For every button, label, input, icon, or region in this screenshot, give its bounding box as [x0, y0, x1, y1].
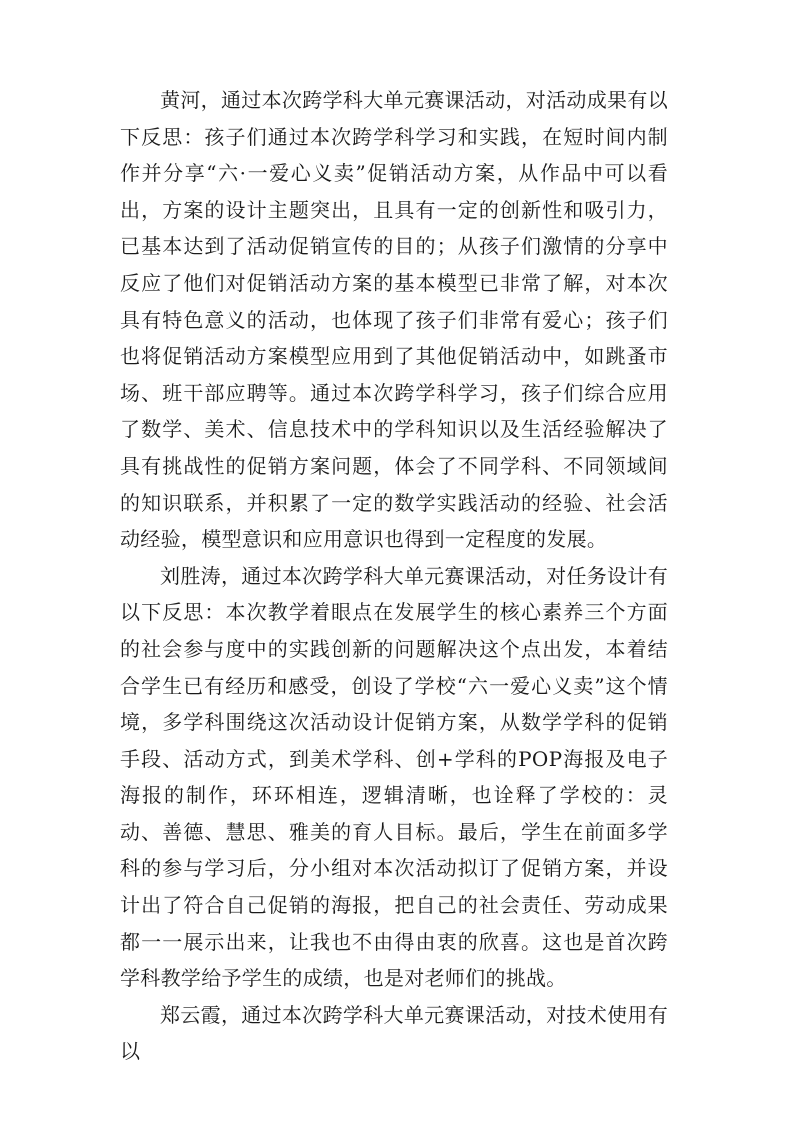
document-page	[120, 82, 668, 1070]
paragraph-liushengtao-reflection: 刘胜涛，通过本次跨学科大单元赛课活动，对任务设计有以下反思：本次教学着眼点在发展学生的核心素养三个方面的社会参与度中的实践创新的问题解决这个点出发，本着结合学生已有经历和感受，创设了学校“六一爱心义卖”这个情境，多学科围绕这次活动设计促销方案，从数学学科的促销手段、活动方式，到美术学科、创+学科的POP海报及电子海报的制作，环环相连，逻辑清晰，也诠释了学校的：灵动、善德、慧思、雅美的育人目标。最后，学生在前面多学科的参与学习后，分小组对本次活动拟订了促销方案，并设计出了符合自己促销的海报，把自己的社会责任、劳动成果都一一展示出来，让我也不由得由衷的欣喜。这也是首次跨学科教学给予学生的成绩，也是对老师们的挑战。	[120, 563, 668, 991]
paragraph-huanghe-reflection: 黄河，通过本次跨学科大单元赛课活动，对活动成果有以下反思：孩子们通过本次跨学科学习和实践，在短时间内制作并分享“六·一爱心义卖”促销活动方案，从作品中可以看出，方案的设计主题突出，且具有一定的创新性和吸引力，已基本达到了活动促销宣传的目的；从孩子们激情的分享中反应了他们对促销活动方案的基本模型已非常了解，对本次具有特色意义的活动，也体现了孩子们非常有爱心；孩子们也将促销活动方案模型应用到了其他促销活动中，如跳蚤市场、班干部应聘等。通过本次跨学科学习，孩子们综合应用了数学、美术、信息技术中的学科知识以及生活经验解决了具有挑战性的促销方案问题，体会了不同学科、不同领域间的知识联系，并积累了一定的数学实践活动的经验、社会活动经验，模型意识和应用意识也得到一定程度的发展。	[120, 88, 668, 552]
paragraph-zhengyunxia-reflection: 郑云霞，通过本次跨学科大单元赛课活动，对技术使用有以	[120, 1002, 668, 1064]
